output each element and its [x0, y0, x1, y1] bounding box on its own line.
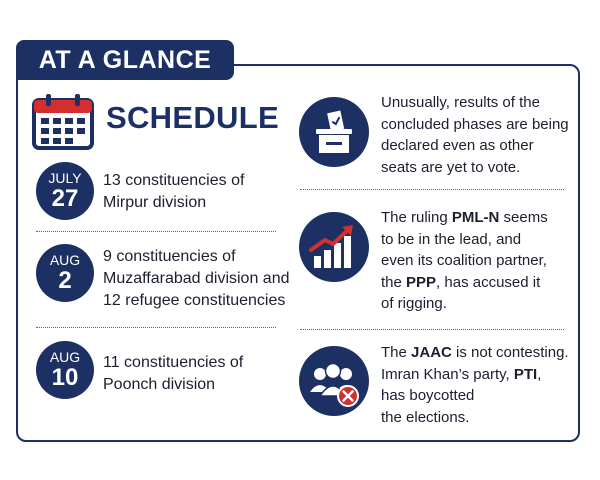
- divider: [300, 189, 564, 190]
- schedule-item-2-text: [103, 246, 290, 312]
- note-line: [381, 207, 548, 229]
- note-2-text: [381, 207, 548, 315]
- date-month: AUG: [49, 349, 81, 365]
- note-span: of rigging.: [381, 295, 447, 312]
- divider: [300, 329, 564, 330]
- date-day: 27: [51, 185, 79, 212]
- note-span: Unusually, results of the: [381, 94, 540, 111]
- note-span: even its coalition partner,: [381, 252, 547, 269]
- note-span: Imran Khan’s party,: [381, 365, 514, 383]
- note-line: [381, 364, 569, 386]
- note-span: to be in the lead, and: [381, 230, 522, 248]
- schedule-line: Muzaffarabad division and: [103, 270, 290, 287]
- note-line: [381, 342, 569, 364]
- note-1-text: [381, 92, 569, 178]
- date-badge-july-27: [36, 162, 94, 220]
- schedule-item-1-text: [103, 170, 244, 214]
- note-span: concluded phases are being: [381, 115, 569, 133]
- party-name-jaac: JAAC: [411, 344, 452, 361]
- schedule-line: 12 refugee constituencies: [103, 292, 286, 309]
- note-span: The ruling: [381, 209, 452, 226]
- note-span: declared even as other: [381, 137, 534, 154]
- note-span: seats are yet to vote.: [381, 158, 521, 176]
- rising-bar-chart-icon: [299, 212, 369, 282]
- date-day: 10: [51, 364, 79, 391]
- date-month: JULY: [48, 170, 82, 186]
- note-line: [381, 293, 548, 315]
- divider: [36, 231, 276, 232]
- schedule-line: 9 constituencies of: [103, 248, 236, 265]
- note-span: The: [381, 344, 412, 361]
- note-line: [381, 229, 548, 251]
- glance-header: AT A GLANCE: [16, 40, 234, 80]
- schedule-line: 13 constituencies of: [103, 172, 245, 189]
- divider: [36, 327, 276, 328]
- schedule-line: 11 constituencies of: [103, 354, 244, 371]
- schedule-line: Mirpur division: [103, 194, 207, 211]
- group-boycott-icon: [299, 346, 369, 416]
- note-line: [381, 272, 548, 294]
- schedule-item-3-text: [103, 352, 243, 396]
- note-line: [381, 114, 569, 136]
- note-span: , has accused it: [436, 273, 541, 291]
- note-span: seems: [499, 209, 548, 226]
- party-name-pti: PTI: [513, 365, 538, 383]
- date-badge-aug-2: [36, 244, 94, 302]
- note-span: the elections.: [381, 408, 470, 426]
- note-line: [381, 135, 569, 157]
- note-3-text: [381, 342, 569, 428]
- note-line: [381, 92, 569, 114]
- note-span: is not contesting.: [451, 344, 569, 361]
- schedule-title: SCHEDULE: [106, 100, 279, 135]
- note-line: [381, 385, 569, 407]
- note-span: ,: [537, 365, 542, 383]
- date-badge-aug-10: [36, 341, 94, 399]
- party-name-ppp: PPP: [406, 273, 437, 291]
- note-line: [381, 407, 569, 429]
- note-line: [381, 250, 548, 272]
- ballot-box-icon: [299, 97, 369, 167]
- calendar-icon: [32, 92, 94, 150]
- date-month: AUG: [49, 252, 81, 268]
- note-span: has boycotted: [381, 387, 475, 404]
- note-line: [381, 157, 569, 179]
- schedule-line: Poonch division: [103, 376, 216, 393]
- note-span: the: [381, 273, 407, 291]
- party-name-pmln: PML-N: [451, 209, 500, 226]
- date-day: 2: [58, 267, 72, 294]
